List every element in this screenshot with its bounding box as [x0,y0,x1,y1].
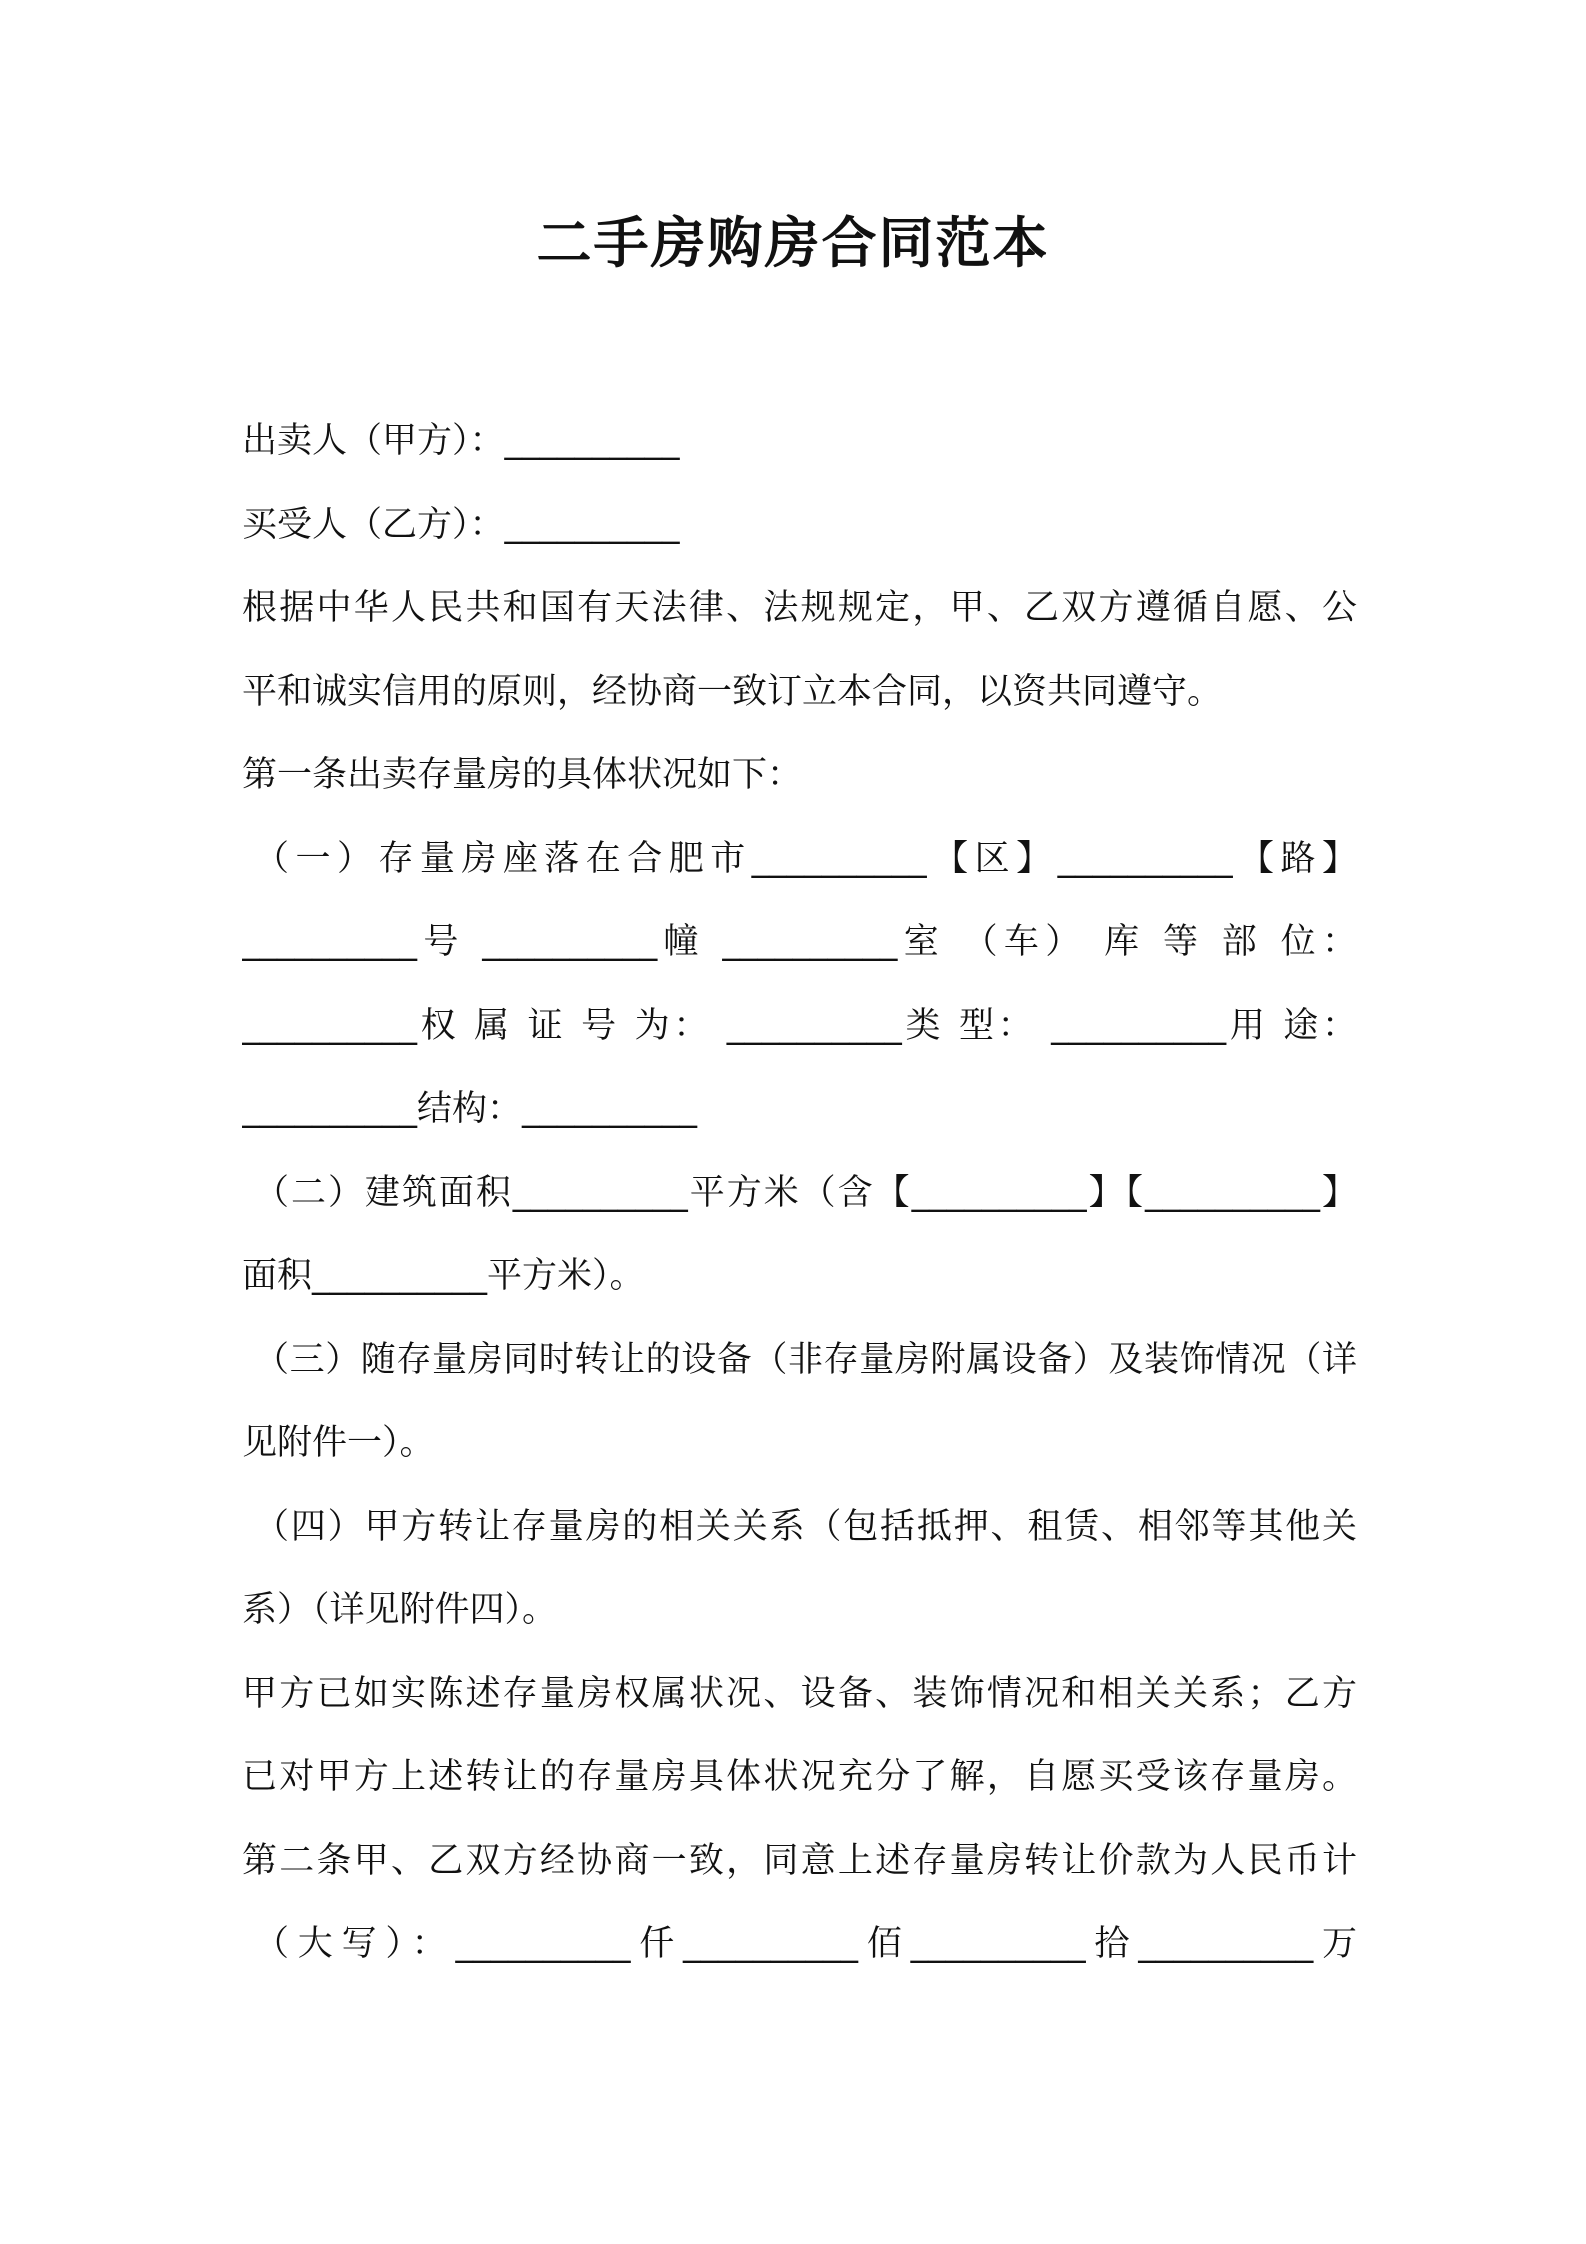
preamble-line-1: 根据中华人民共和国有天法律、法规规定，甲、乙双方遵循自愿、公 [242,588,1357,628]
clause-3-line-2: 见附件一）。 [242,1423,435,1463]
clause-1-line-4: __________结构：__________ [242,1089,698,1129]
clause-2-line-1: （二）建筑面积__________平方米（含【__________】【__________】 [254,1172,1357,1213]
clause-2-line-2: 面积__________平方米）。 [242,1256,645,1296]
preamble-line-2: 平和诚实信用的原则，经协商一致订立本合同，以资共同遵守。 [242,671,1223,712]
clause-1-line-3: __________权 属 证 号 为： __________类 型： __________用 途： [242,1005,1357,1046]
statement-line-1: 甲方已如实陈述存量房权属状况、设备、装饰情况和相关关系；乙方 [242,1673,1357,1714]
article-1-heading: 第一条出卖存量房的具体状况如下： [242,755,803,795]
clause-1-line-1: （一）存量房座落在合肥市__________【区】__________【路】 [254,838,1357,879]
article-2-line-1: 第二条甲、乙双方经协商一致，同意上述存量房转让价款为人民币计 [242,1840,1357,1881]
clause-1-line-2: __________号 __________幢 __________室 （车） 库 等 部 位： [242,922,1357,962]
article-2-line-2: （大写）：__________仟__________佰__________拾__________万 [254,1924,1357,1964]
clause-4-line-2: 系）（详见附件四）。 [242,1590,558,1630]
clause-3-line-1: （三）随存量房同时转让的设备（非存量房附属设备）及装饰情况（详 [254,1339,1357,1380]
seller-line: 出卖人（甲方）：__________ [242,421,680,461]
statement-line-2: 已对甲方上述转让的存量房具体状况充分了解，自愿买受该存量房。 [242,1757,1357,1797]
document-body [242,400,1357,1987]
document-title: 二手房购房合同范本 [536,211,1050,275]
clause-4-line-1: （四）甲方转让存量房的相关关系（包括抵押、租赁、相邻等其他关 [254,1506,1357,1547]
buyer-line: 买受人（乙方）：__________ [242,504,680,545]
